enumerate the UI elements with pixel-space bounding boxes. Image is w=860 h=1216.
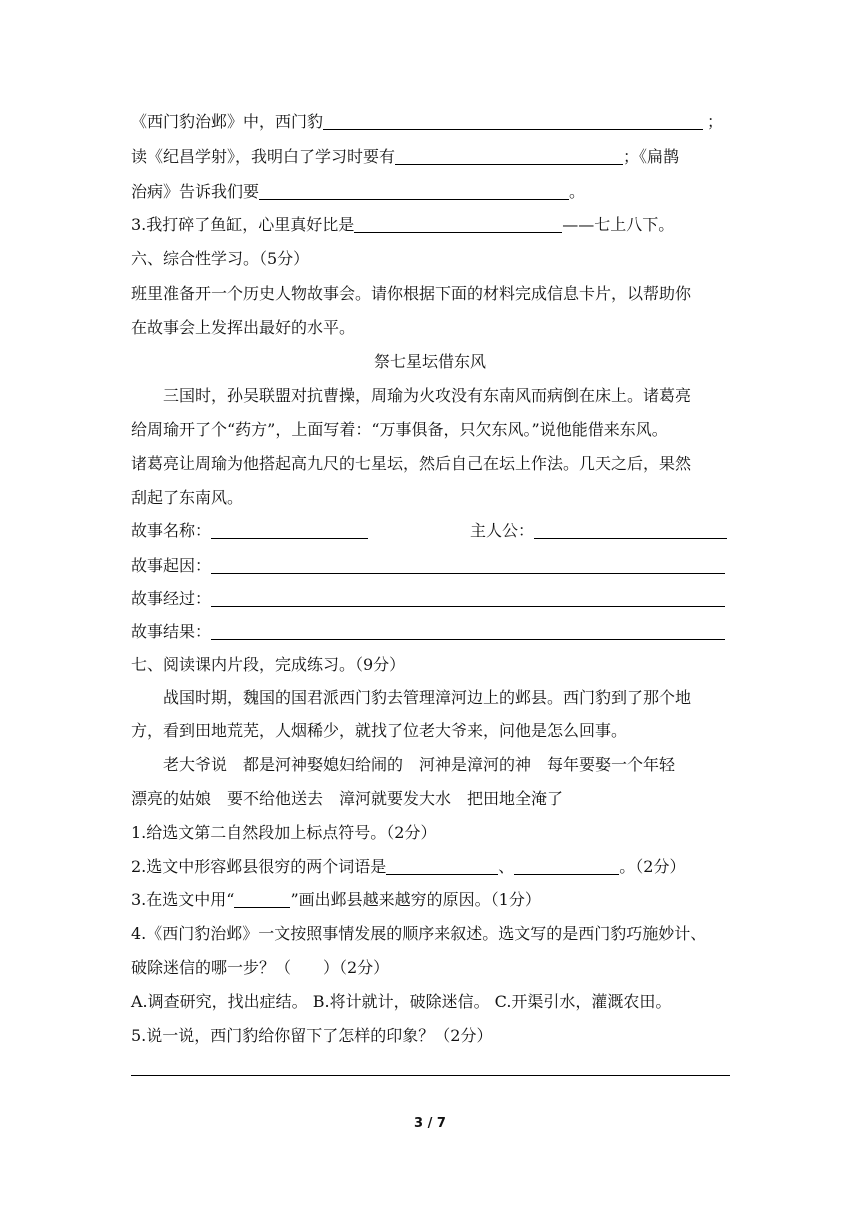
passage-para-1b: 方，看到田地荒芜，人烟稀少，就找了位老大爷来，问他是怎么回事。 [131,721,628,740]
story-para-1: 三国时，孙吴联盟对抗曹操，周瑜为火攻没有东南风而病倒在床上。诸葛亮 [163,386,692,405]
question-5-answer-line[interactable] [131,1075,730,1076]
sec5-line-1-text: 《西门豹治邺》中，西门豹 [131,112,324,131]
card-cause-blank[interactable] [211,555,725,574]
passage-para-1a: 战国时期，魏国的国君派西门豹去管理漳河边上的邺县。西门豹到了那个地 [163,688,692,707]
card-hero-label: 主人公： [470,521,535,540]
sec6-heading: 六、综合性学习。（5分） [131,249,310,268]
card-result-label: 故事结果： [131,622,212,641]
answer-blank-idiom[interactable] [354,214,562,233]
question-3 [131,888,731,912]
question-2-sep: 、 [498,857,515,876]
sec5-line-2-mid: ；《扁鹊 [623,147,680,166]
card-result-blank[interactable] [211,621,725,640]
question-3-underline-sample [234,889,290,908]
passage-para-2a: 老大爷说 都是河神娶媳妇给闹的 河神是漳河的神 每年要娶一个年轻 [163,755,676,774]
card-cause-label: 故事起因： [131,556,212,575]
question-5: 5.说一说，西门豹给你留下了怎样的印象？（2分） [131,1026,493,1045]
sec6-intro-1: 班里准备开一个历史人物故事会。请你根据下面的材料完成信息卡片，以帮助你 [131,284,692,303]
question-2-blank-2[interactable] [514,856,619,875]
card-result [131,620,731,644]
card-hero [470,519,735,543]
page-number: 3 / 7 [414,1116,446,1131]
story-para-4: 刮起了东南风。 [131,488,244,507]
card-story-name-blank[interactable] [211,520,368,539]
story-para-3: 诸葛亮让周瑜为他搭起高九尺的七星坛，然后自己在坛上作法。几天之后，果然 [131,454,692,473]
question-2-blank-1[interactable] [386,856,498,875]
sec5-line-3-text: 治病》告诉我们要 [131,182,260,201]
answer-blank-bianque[interactable] [259,181,569,200]
question-4b: 破除迷信的哪一步？（ ）（2分） [131,958,390,977]
sec7-heading: 七、阅读课内片段，完成练习。（9分） [131,655,406,674]
answer-blank-ximenbao[interactable] [323,111,703,130]
question-2 [131,855,731,879]
card-cause [131,554,731,578]
question-4a: 4.《西门豹治邺》一文按照事情发展的顺序来叙述。选文写的是西门豹巧施妙计、 [131,924,707,943]
answer-blank-jichang[interactable] [395,146,623,165]
card-process [131,587,731,611]
sec5-q3-end: ——七上八下。 [562,215,675,234]
question-3-end: ”画出邺县越来越穷的原因。（1分） [290,890,541,909]
story-para-2: 给周瑜开了个“药方”，上面写着：“万事俱备，只欠东风。”说他能借来东风。 [131,420,668,439]
sec5-line-1 [131,110,731,134]
sec5-line-3-end: 。 [569,182,586,201]
question-1: 1.给选文第二自然段加上标点符号。（2分） [131,823,437,842]
passage-para-2b: 漂亮的姑娘 要不给他送去 漳河就要发大水 把田地全淹了 [131,789,564,808]
sec5-q3-text: 3.我打碎了鱼缸，心里真好比是 [131,215,355,234]
card-process-blank[interactable] [211,588,725,607]
question-3-text: 3.在选文中用“ [131,890,235,909]
question-2-end: 。（2分） [619,857,686,876]
sec5-q3 [131,213,731,237]
sec6-intro-2: 在故事会上发挥出最好的水平。 [131,318,356,337]
card-process-label: 故事经过： [131,589,212,608]
sec5-line-2-text: 读《纪昌学射》，我明白了学习时要有 [131,147,396,166]
story-title: 祭七星坛借东风 [373,352,486,371]
question-2-text: 2.选文中形容邺县很穷的两个词语是 [131,857,387,876]
sec5-line-3 [131,180,731,204]
sec5-line-1-end: ； [707,112,724,131]
question-4-options: A.调查研究，找出症结。 B.将计就计，破除迷信。 C.开渠引水，灌溉农田。 [131,992,672,1011]
card-hero-blank[interactable] [534,520,727,539]
card-story-name-label: 故事名称： [131,521,212,540]
sec5-line-2 [131,145,731,169]
